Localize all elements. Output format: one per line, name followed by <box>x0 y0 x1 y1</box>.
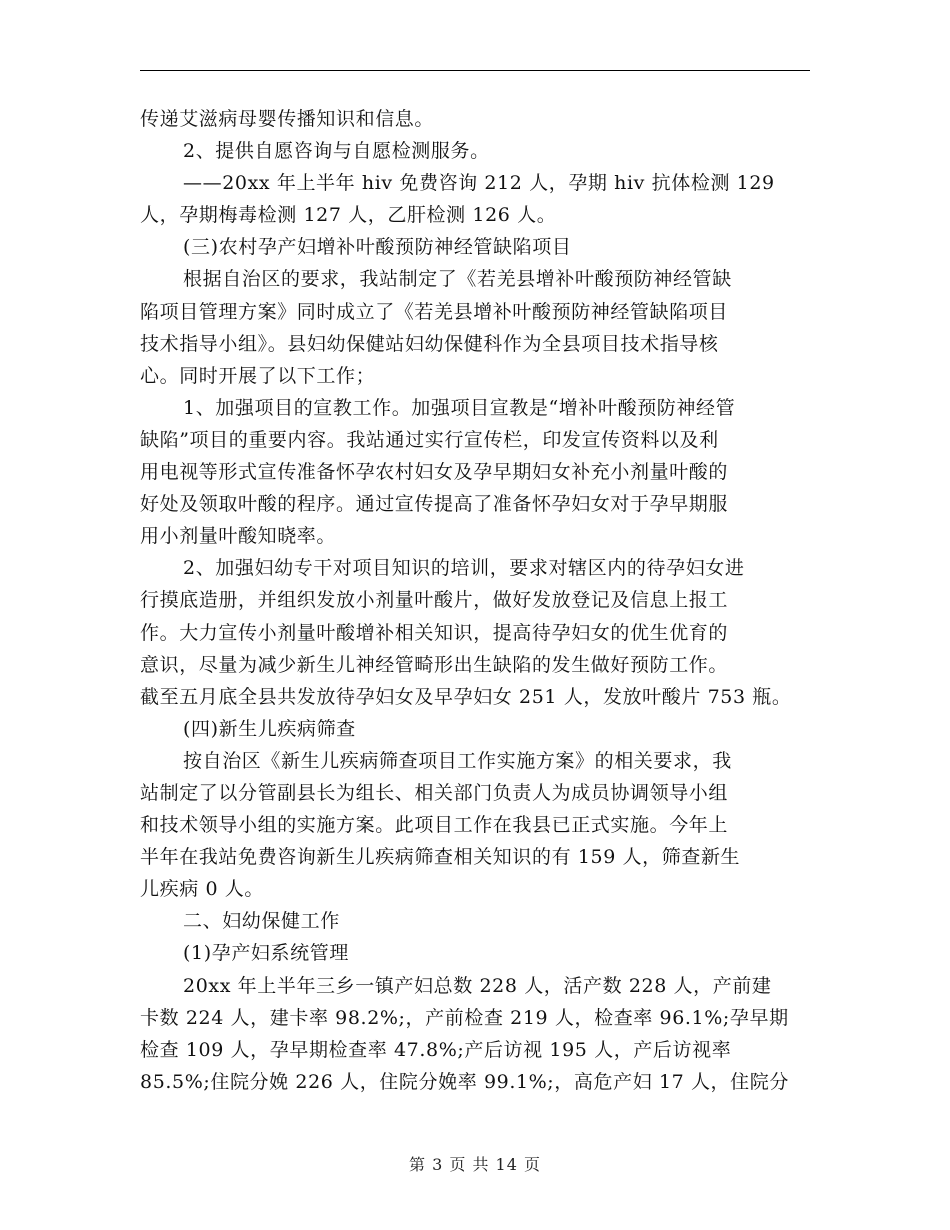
text-line: 心。同时开展了以下工作； <box>140 364 376 387</box>
text-line: 儿疾病 0 人。 <box>140 878 264 901</box>
text-line: 85.5%;住院分娩 226 人，住院分娩率 99.1%;，高危产妇 17 人，住院分 <box>140 1070 789 1093</box>
text-line: 按自治区《新生儿疾病筛查项目工作实施方案》的相关要求，我 <box>183 749 732 772</box>
text-line: 卡数 224 人，建卡率 98.2%;，产前检查 219 人，检查率 96.1%;孕早期 <box>140 1006 789 1029</box>
text-line: (三)农村孕产妇增补叶酸预防神经管缺陷项目 <box>183 236 572 259</box>
text-line: 用小剂量叶酸知晓率。 <box>140 525 337 548</box>
text-line: 作。大力宣传小剂量叶酸增补相关知识，提高待孕妇女的优生优育的 <box>140 621 729 644</box>
text-line: 站制定了以分管副县长为组长、相关部门负责人为成员协调领导小组 <box>140 781 729 804</box>
text-line: 陷项目管理方案》同时成立了《若羌县增补叶酸预防神经管缺陷项目 <box>140 300 729 323</box>
text-line: ——20xx 年上半年 hiv 免费咨询 212 人，孕期 hiv 抗体检测 129 <box>183 172 775 195</box>
text-line: (1)孕产妇系统管理 <box>183 942 349 965</box>
text-line: 根据自治区的要求，我站制定了《若羌县增补叶酸预防神经管缺 <box>183 268 732 291</box>
text-line: 检查 109 人，孕早期检查率 47.8%;产后访视 195 人，产后访视率 <box>140 1038 732 1061</box>
page-number-footer: 第 3 页 共 14 页 <box>409 1155 541 1174</box>
text-line: 缺陷”项目的重要内容。我站通过实行宣传栏，印发宣传资料以及利 <box>140 428 719 451</box>
text-line: 好处及领取叶酸的程序。通过宣传提高了准备怀孕妇女对于孕早期服 <box>140 493 729 516</box>
text-line: 技术指导小组》。县妇幼保健站妇幼保健科作为全县项目技术指导核 <box>140 332 719 355</box>
text-line: 用电视等形式宣传准备怀孕农村妇女及孕早期妇女补充小剂量叶酸的 <box>140 461 729 484</box>
text-line: 1、加强项目的宣教工作。加强项目宣教是“增补叶酸预防神经管 <box>183 396 736 419</box>
text-line: 人，孕期梅毒检测 127 人，乙肝检测 126 人。 <box>140 204 557 227</box>
text-line: 20xx 年上半年三乡一镇产妇总数 228 人，活产数 228 人，产前建 <box>183 974 772 997</box>
text-line: 意识，尽量为减少新生儿神经管畸形出生缺陷的发生做好预防工作。 <box>140 653 729 676</box>
text-line: 2、加强妇幼专干对项目知识的培训，要求对辖区内的待孕妇女进 <box>183 557 745 580</box>
text-line: 半年在我站免费咨询新生儿疾病筛查相关知识的有 159 人，筛查新生 <box>140 846 741 869</box>
header-rule <box>140 70 810 71</box>
text-line: (四)新生儿疾病筛查 <box>183 717 356 740</box>
document-body <box>140 103 820 1098</box>
text-line: 传递艾滋病母婴传播知识和信息。 <box>140 108 435 130</box>
text-line: 二、妇幼保健工作 <box>183 910 340 933</box>
text-line: 和技术领导小组的实施方案。此项目工作在我县已正式实施。今年上 <box>140 814 729 837</box>
text-line: 截至五月底全县共发放待孕妇女及早孕妇女 251 人，发放叶酸片 753 瓶。 <box>140 685 792 708</box>
text-line: 2、提供自愿咨询与自愿检测服务。 <box>183 140 490 163</box>
text-line: 行摸底造册，并组织发放小剂量叶酸片，做好发放登记及信息上报工 <box>140 589 729 612</box>
